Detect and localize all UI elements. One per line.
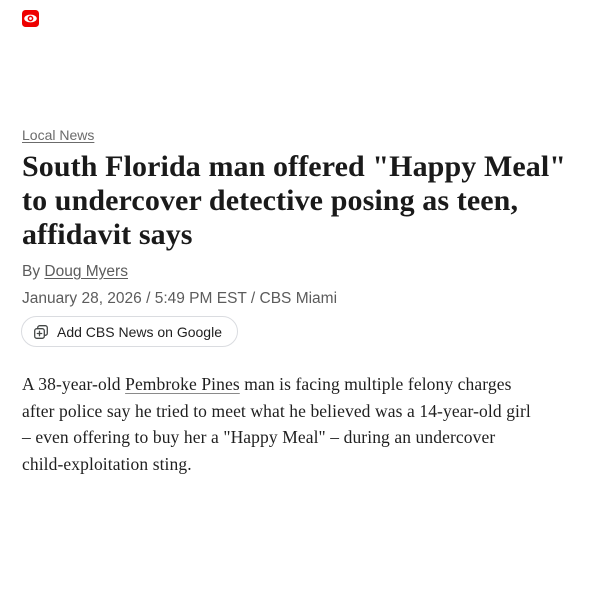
byline	[22, 262, 128, 281]
para-line-1	[22, 371, 578, 398]
page-title	[22, 150, 578, 252]
para-line-1-post: man is facing multiple felony charges	[239, 374, 512, 394]
byline-prefix: By	[22, 263, 45, 280]
para-line-2: after police say he tried to meet what he believed was a 14-year-old girl	[22, 400, 531, 421]
article-paragraph	[22, 371, 578, 477]
add-google-news-icon	[33, 324, 49, 340]
author-link[interactable]: Doug Myers	[44, 263, 128, 280]
add-google-news-button[interactable]	[21, 316, 238, 347]
headline-line-3: affidavit says	[22, 218, 193, 251]
headline-line-2: to undercover detective posing as teen,	[22, 184, 519, 217]
para-line-3: – even offering to buy her a "Happy Meal" – during an undercover	[22, 427, 496, 447]
pembroke-pines-link[interactable]: Pembroke Pines	[125, 374, 240, 394]
add-google-news-label: Add CBS News on Google	[57, 323, 222, 340]
headline-line-1: South Florida man offered "Happy Meal"	[22, 150, 567, 183]
cbs-eye-icon	[23, 11, 38, 26]
para-line-4: child-exploitation sting.	[22, 453, 192, 474]
cbs-logo[interactable]	[22, 10, 39, 27]
kicker-link-local-news[interactable]: Local News	[22, 127, 95, 143]
dateline: January 28, 2026 / 5:49 PM EST / CBS Miami	[22, 290, 338, 307]
para-line-1-pre: A 38-year-old	[22, 374, 126, 394]
